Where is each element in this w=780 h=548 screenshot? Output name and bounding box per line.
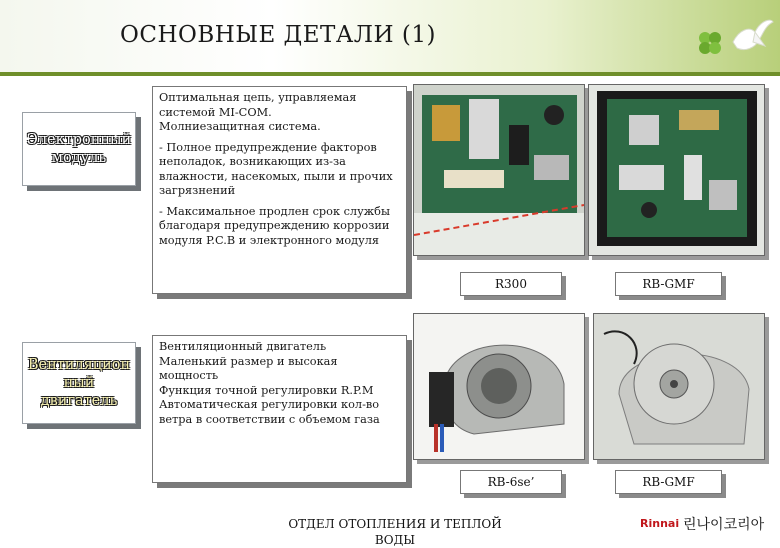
fan-motor-label: Вентиляцион ный двигатель [22,342,136,424]
fan-photo-rb-gmf [593,313,765,460]
rinnai-korea-logo: 린나이코리아 [683,517,765,533]
caption-rb-gmf-pcb: RB-GMF [615,272,722,296]
header-divider [0,72,780,76]
clover-icon [695,28,725,58]
fan-photo-rb-6se [413,313,585,460]
page-title: ОСНОВНЫЕ ДЕТАЛИ (1) [120,22,436,48]
bird-icon [725,12,775,67]
fan-desc-text: Вентиляционный двигатель Маленький размер и высокая мощность Функция точной регулировки R.P.M Автоматическая регулировки кол-во ветра в соответствии с объемом газа [159,340,380,426]
electronic-module-label: Электронный модуль [22,112,136,186]
caption-r300: R300 [460,272,562,296]
rinnai-logo: Rinnai [640,517,680,530]
footer-department: ОТДЕЛ ОТОПЛЕНИЯ И ТЕПЛОЙ ВОДЫ [288,517,502,547]
fan-motor-description [152,335,407,483]
electronic-module-description [152,86,407,294]
caption-rb-6se: RB-6se’ [460,470,562,494]
pcb-photo-rb-gmf [588,84,765,256]
desc-paragraph-1: Оптимальная цепь, управляемая системой MI-COM. Молниезащитная система. [159,91,357,133]
caption-rb-gmf-fan: RB-GMF [615,470,722,494]
desc-paragraph-2: - Полное предупреждение факторов неполадок, возникающих из-за влажности, насекомых, пыли и прочих загрязнений [159,140,393,197]
pcb-photo-r300 [413,84,585,256]
desc-paragraph-3: - Максимальное продлен срок службы благодаря предупреждению коррозии модуля P.C.B и электронного модуля [159,204,390,247]
